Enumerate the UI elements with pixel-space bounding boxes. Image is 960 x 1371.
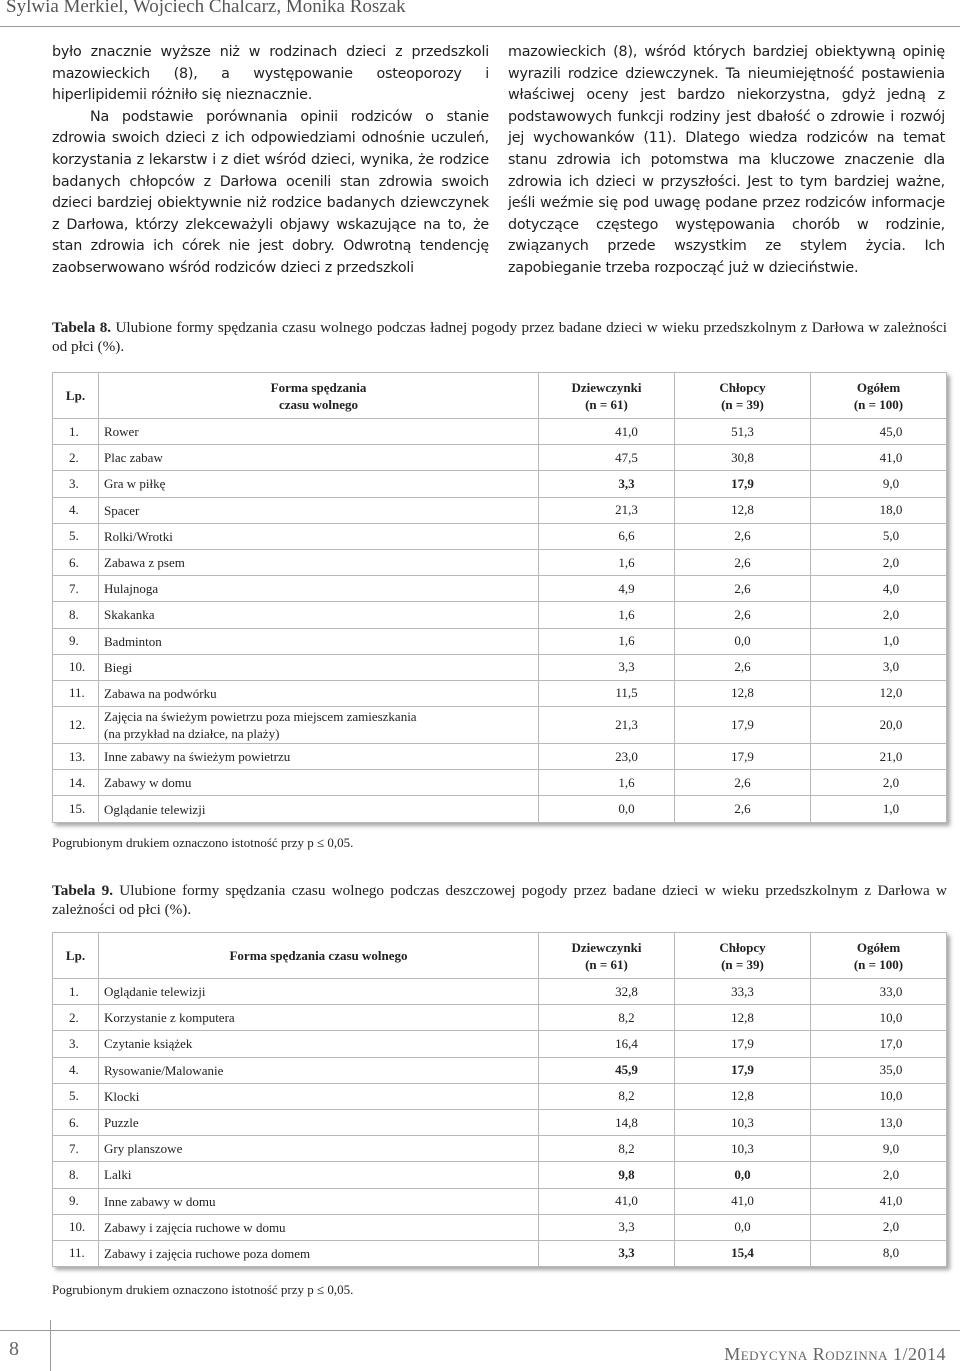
cell-girls: 41,0: [539, 1188, 675, 1214]
cell-lp: 5.: [53, 1083, 99, 1109]
cell-lp: 12.: [53, 707, 99, 744]
cell-activity: Korzystanie z komputera: [99, 1005, 539, 1031]
cell-lp: 11.: [53, 1240, 99, 1266]
footer-divider: [50, 1320, 51, 1371]
cell-boys: 0,0: [675, 628, 811, 654]
cell-activity: Zabawy i zajęcia ruchowe w domu: [99, 1214, 539, 1240]
col-header-girls: Dziewczynki (n = 61): [539, 373, 675, 419]
table-row: [53, 523, 947, 549]
cell-boys: 12,8: [675, 680, 811, 706]
cell-total: 8,0: [811, 1240, 947, 1266]
cell-boys: 51,3: [675, 419, 811, 445]
cell-activity: Spacer: [99, 497, 539, 523]
col-header-form: Forma spędzania czasu wolnego: [99, 933, 539, 979]
cell-activity: Zabawy i zajęcia ruchowe poza domem: [99, 1240, 539, 1266]
cell-total: 5,0: [811, 523, 947, 549]
cell-girls: 47,5: [539, 445, 675, 471]
table-row: [53, 1162, 947, 1188]
col-header-lp: Lp.: [53, 933, 99, 979]
cell-girls: 21,3: [539, 497, 675, 523]
table-row: [53, 1214, 947, 1240]
cell-boys: 10,3: [675, 1136, 811, 1162]
cell-girls: 1,6: [539, 628, 675, 654]
table-header-row: [53, 933, 947, 979]
cell-girls: 4,9: [539, 576, 675, 602]
cell-lp: 14.: [53, 770, 99, 796]
body-column-right: [508, 42, 945, 280]
cell-girls: 1,6: [539, 602, 675, 628]
table-row: [53, 744, 947, 770]
cell-girls: 23,0: [539, 744, 675, 770]
cell-boys: 2,6: [675, 523, 811, 549]
cell-lp: 3.: [53, 1031, 99, 1057]
cell-boys: 17,9: [675, 1057, 811, 1083]
cell-total: 41,0: [811, 1188, 947, 1214]
cell-total: 12,0: [811, 680, 947, 706]
table-row: [53, 1109, 947, 1135]
cell-total: 2,0: [811, 602, 947, 628]
cell-girls: 8,2: [539, 1136, 675, 1162]
cell-total: 9,0: [811, 471, 947, 497]
table9: [52, 932, 947, 1267]
cell-total: 21,0: [811, 744, 947, 770]
cell-total: 35,0: [811, 1057, 947, 1083]
cell-boys: 12,8: [675, 1005, 811, 1031]
cell-boys: 17,9: [675, 1031, 811, 1057]
cell-activity: Rower: [99, 419, 539, 445]
cell-lp: 3.: [53, 471, 99, 497]
cell-girls: 3,3: [539, 1240, 675, 1266]
cell-lp: 10.: [53, 1214, 99, 1240]
cell-activity: Biegi: [99, 654, 539, 680]
cell-total: 41,0: [811, 445, 947, 471]
cell-total: 45,0: [811, 419, 947, 445]
table9-note: Pogrubionym drukiem oznaczono istotność przy p ≤ 0,05.: [52, 1282, 354, 1297]
cell-activity: Rolki/Wrotki: [99, 523, 539, 549]
cell-lp: 4.: [53, 497, 99, 523]
cell-total: 9,0: [811, 1136, 947, 1162]
cell-girls: 16,4: [539, 1031, 675, 1057]
cell-boys: 17,9: [675, 744, 811, 770]
table-row: [53, 707, 947, 744]
cell-total: 2,0: [811, 1162, 947, 1188]
cell-girls: 3,3: [539, 471, 675, 497]
table9-label: Tabela 9.: [52, 882, 114, 899]
table-row: [53, 1188, 947, 1214]
cell-activity: Zabawa na podwórku: [99, 680, 539, 706]
cell-boys: 33,3: [675, 979, 811, 1005]
cell-boys: 2,6: [675, 549, 811, 575]
cell-girls: 3,3: [539, 1214, 675, 1240]
cell-total: 4,0: [811, 576, 947, 602]
cell-total: 33,0: [811, 979, 947, 1005]
cell-lp: 6.: [53, 549, 99, 575]
cell-girls: 6,6: [539, 523, 675, 549]
cell-activity: Zajęcia na świeżym powietrzu poza miejscem zamieszkania (na przykład na działce, na plaży): [99, 707, 539, 744]
cell-lp: 7.: [53, 1136, 99, 1162]
cell-boys: 2,6: [675, 576, 811, 602]
cell-girls: 1,6: [539, 770, 675, 796]
cell-lp: 10.: [53, 654, 99, 680]
cell-activity: Inne zabawy w domu: [99, 1188, 539, 1214]
cell-girls: 41,0: [539, 419, 675, 445]
cell-lp: 5.: [53, 523, 99, 549]
col-header-girls: Dziewczynki (n = 61): [539, 933, 675, 979]
table-row: [53, 1031, 947, 1057]
cell-girls: 9,8: [539, 1162, 675, 1188]
table-row: [53, 1136, 947, 1162]
cell-total: 10,0: [811, 1005, 947, 1031]
table-row: [53, 1083, 947, 1109]
table-row: [53, 419, 947, 445]
cell-lp: 2.: [53, 445, 99, 471]
cell-boys: 2,6: [675, 654, 811, 680]
table-row: [53, 497, 947, 523]
cell-total: 17,0: [811, 1031, 947, 1057]
cell-girls: 8,2: [539, 1005, 675, 1031]
table-row: [53, 770, 947, 796]
cell-activity: Inne zabawy na świeżym powietrzu: [99, 744, 539, 770]
cell-total: 1,0: [811, 628, 947, 654]
table-row: [53, 979, 947, 1005]
table-row: [53, 1005, 947, 1031]
cell-lp: 4.: [53, 1057, 99, 1083]
cell-lp: 9.: [53, 628, 99, 654]
table-row: [53, 445, 947, 471]
cell-girls: 45,9: [539, 1057, 675, 1083]
cell-boys: 41,0: [675, 1188, 811, 1214]
table-row: [53, 654, 947, 680]
cell-boys: 2,6: [675, 770, 811, 796]
cell-lp: 8.: [53, 602, 99, 628]
cell-activity: Badminton: [99, 628, 539, 654]
cell-activity: Plac zabaw: [99, 445, 539, 471]
table-header-row: [53, 373, 947, 419]
cell-girls: 0,0: [539, 796, 675, 822]
cell-girls: 14,8: [539, 1109, 675, 1135]
table-row: [53, 680, 947, 706]
table-row: [53, 628, 947, 654]
table8-caption-text: Ulubione formy spędzania czasu wolnego podczas ładnej pogody przez badane dzieci w wieku przedszkolnym z Darłowa w zależności od płci (%).: [52, 319, 947, 355]
table-row: [53, 471, 947, 497]
col-header-total: Ogółem (n = 100): [811, 933, 947, 979]
cell-activity: Klocki: [99, 1083, 539, 1109]
table8-label: Tabela 8.: [52, 319, 112, 336]
cell-girls: 11,5: [539, 680, 675, 706]
table-row: [53, 549, 947, 575]
cell-boys: 2,6: [675, 602, 811, 628]
cell-girls: 32,8: [539, 979, 675, 1005]
table-row: [53, 1057, 947, 1083]
cell-lp: 1.: [53, 979, 99, 1005]
running-head-authors: Sylwia Merkiel, Wojciech Chalcarz, Monika Roszak: [6, 0, 406, 17]
cell-activity: Gra w piłkę: [99, 471, 539, 497]
col-header-total: Ogółem (n = 100): [811, 373, 947, 419]
cell-lp: 2.: [53, 1005, 99, 1031]
cell-total: 20,0: [811, 707, 947, 744]
cell-girls: 1,6: [539, 549, 675, 575]
cell-boys: 10,3: [675, 1109, 811, 1135]
table-row: [53, 602, 947, 628]
cell-lp: 15.: [53, 796, 99, 822]
cell-total: 1,0: [811, 796, 947, 822]
cell-lp: 1.: [53, 419, 99, 445]
header-bar: [0, 0, 960, 27]
cell-total: 13,0: [811, 1109, 947, 1135]
cell-boys: 12,8: [675, 497, 811, 523]
cell-lp: 7.: [53, 576, 99, 602]
col-header-form: Forma spędzania czasu wolnego: [99, 373, 539, 419]
cell-activity: Oglądanie telewizji: [99, 979, 539, 1005]
cell-total: 2,0: [811, 1214, 947, 1240]
page-number: 8: [9, 1338, 19, 1360]
table-row: [53, 576, 947, 602]
cell-lp: 11.: [53, 680, 99, 706]
cell-activity: Oglądanie telewizji: [99, 796, 539, 822]
cell-activity: Skakanka: [99, 602, 539, 628]
cell-lp: 9.: [53, 1188, 99, 1214]
table8-caption: [52, 318, 947, 356]
table9-caption: [52, 881, 947, 919]
table8-note: Pogrubionym drukiem oznaczono istotność przy p ≤ 0,05.: [52, 835, 354, 850]
cell-activity: Hulajnoga: [99, 576, 539, 602]
cell-total: 2,0: [811, 770, 947, 796]
cell-activity: Zabawy w domu: [99, 770, 539, 796]
table8: [52, 372, 947, 823]
cell-activity: Rysowanie/Malowanie: [99, 1057, 539, 1083]
cell-boys: 15,4: [675, 1240, 811, 1266]
col-header-boys: Chłopcy (n = 39): [675, 933, 811, 979]
cell-lp: 13.: [53, 744, 99, 770]
cell-activity: Puzzle: [99, 1109, 539, 1135]
cell-total: 10,0: [811, 1083, 947, 1109]
cell-boys: 2,6: [675, 796, 811, 822]
cell-girls: 21,3: [539, 707, 675, 744]
cell-activity: Czytanie książek: [99, 1031, 539, 1057]
col-header-lp: Lp.: [53, 373, 99, 419]
col-header-boys: Chłopcy (n = 39): [675, 373, 811, 419]
cell-activity: Zabawa z psem: [99, 549, 539, 575]
cell-boys: 17,9: [675, 471, 811, 497]
cell-total: 18,0: [811, 497, 947, 523]
cell-lp: 8.: [53, 1162, 99, 1188]
cell-girls: 3,3: [539, 654, 675, 680]
cell-girls: 8,2: [539, 1083, 675, 1109]
cell-total: 3,0: [811, 654, 947, 680]
cell-lp: 6.: [53, 1109, 99, 1135]
cell-boys: 0,0: [675, 1214, 811, 1240]
paragraph: mazowieckich (8), wśród których bardziej obiektywną opinię wyrazili rodzice dziewczynek. Ta nieumiejętność postawienia właściwej oceny jest bardzo niekorzystna, gdyż jedną z podstawowych funkcji rodziny jest dbałość o zdrowie i rozwój jej wychowanków (11). Dlatego wiedza rodziców na temat stanu zdrowia ich potomstwa ma kluczowe znaczenie dla zdrowia ich dzieci w przyszłości. Jest to tym bardziej ważne, jeśli weźmie się pod uwagę podane przez rodziców informacje dotyczące częstego występowania chorób w rodzinie, związanych przede wszystkim ze stylem życia. Ich zapobieganie trzeba rozpocząć już w dzieciństwie.: [508, 44, 945, 276]
table-row: [53, 1240, 947, 1266]
journal-title: Medycyna Rodzinna 1/2014: [724, 1344, 946, 1364]
cell-boys: 30,8: [675, 445, 811, 471]
cell-activity: Gry planszowe: [99, 1136, 539, 1162]
body-column-left: [52, 42, 489, 280]
cell-activity: Lalki: [99, 1162, 539, 1188]
footer-rule: [0, 1330, 960, 1331]
paragraph: Na podstawie porównania opinii rodziców o stanie zdrowia swoich dzieci z ich odpowiedziami odnośnie uczuleń, korzystania z lekarstw i z diet wśród dzieci, wynika, że rodzice badanych chłopców z Darłowa ocenili stan zdrowia swoich dzieci bardziej obiektywnie niż rodzice badanych dziewczynek z Darłowa, którzy zlekceważyli objawy wskazujące na to, że stan zdrowia ich córek nie jest dobry. Odwrotną tendencję zaobserwowano wśród rodziców dzieci z przedszkoli: [52, 108, 489, 276]
cell-boys: 12,8: [675, 1083, 811, 1109]
table9-caption-text: Ulubione formy spędzania czasu wolnego podczas deszczowej pogody przez badane dzieci w wieku przedszkolnym z Darłowa w zależności od płci (%).: [52, 882, 947, 918]
paragraph: było znacznie wyższe niż w rodzinach dzieci z przedszkoli mazowieckich (8), a występowanie osteoporozy i hiperlipidemii różniło się nieznacznie.: [52, 44, 489, 104]
cell-boys: 17,9: [675, 707, 811, 744]
table-row: [53, 796, 947, 822]
cell-boys: 0,0: [675, 1162, 811, 1188]
cell-total: 2,0: [811, 549, 947, 575]
